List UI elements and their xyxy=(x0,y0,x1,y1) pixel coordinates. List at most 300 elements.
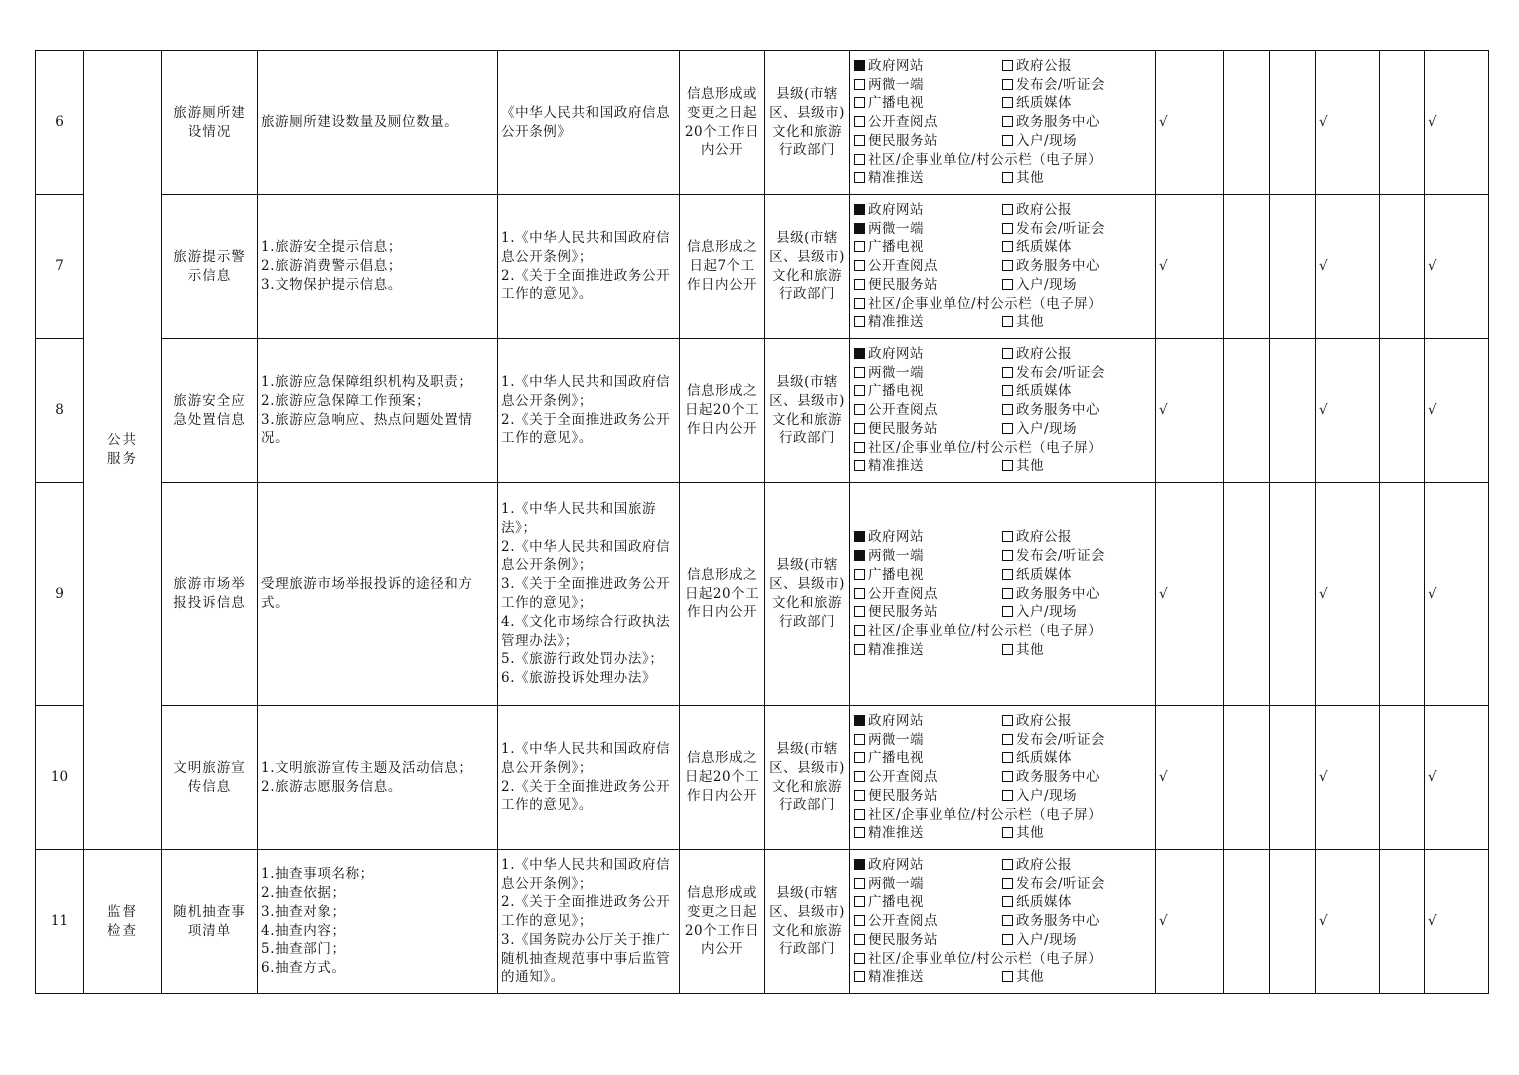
time-limit: 信息形成之日起7个工作日内公开 xyxy=(680,195,765,339)
channel-option[interactable] xyxy=(854,824,1002,843)
checkbox-icon[interactable] xyxy=(854,859,865,870)
checkbox-icon[interactable] xyxy=(854,172,865,183)
channel-option[interactable] xyxy=(1002,276,1152,295)
content-line: 2.旅游消费警示倡息； xyxy=(261,258,402,275)
channel-options xyxy=(854,712,1155,844)
channel-option-label: 便民服务站 xyxy=(868,420,938,437)
checkbox-icon[interactable] xyxy=(1002,241,1013,252)
checkbox-icon[interactable] xyxy=(1002,550,1013,561)
checkbox-icon[interactable] xyxy=(1002,771,1013,782)
channel-option-label: 便民服务站 xyxy=(868,276,938,293)
basis-line: 《中华人民共和国政府信息公开条例》 xyxy=(501,104,671,140)
channel-option-label: 社区/企事业单位/村公示栏（电子屏） xyxy=(868,623,1103,640)
content-line: 1.抽查事项名称； xyxy=(261,866,374,883)
checkbox-icon[interactable] xyxy=(1002,734,1013,745)
checkbox-icon[interactable] xyxy=(854,569,865,580)
channel-option[interactable] xyxy=(854,912,1002,931)
mark-cell xyxy=(1224,706,1270,850)
channel-option[interactable] xyxy=(1002,238,1152,257)
checkbox-icon[interactable] xyxy=(854,971,865,982)
channel-option-label: 发布会/听证会 xyxy=(1016,548,1106,564)
channel-option[interactable] xyxy=(854,76,1002,95)
channel-option-label: 入户/现场 xyxy=(1016,787,1078,804)
checkbox-icon[interactable] xyxy=(1002,859,1013,870)
checkbox-icon[interactable] xyxy=(1002,279,1013,290)
channel-option-label: 发布会/听证会 xyxy=(1016,76,1106,93)
checkbox-icon[interactable] xyxy=(1002,827,1013,838)
checkbox-icon[interactable] xyxy=(854,279,865,290)
checkbox-icon[interactable] xyxy=(854,385,865,396)
row-number: 6 xyxy=(36,51,84,195)
channel-option[interactable] xyxy=(854,950,1152,969)
channel-option-label: 社区/企事业单位/村公示栏（电子屏） xyxy=(868,295,1103,312)
mark-cell: √ xyxy=(1425,195,1489,339)
channel-option-label: 政务服务中心 xyxy=(1016,585,1100,602)
mark-cell: √ xyxy=(1316,51,1380,195)
checkbox-icon[interactable] xyxy=(1002,606,1013,617)
checkbox-icon[interactable] xyxy=(854,915,865,926)
channel-option[interactable] xyxy=(854,420,1002,439)
checkbox-icon[interactable] xyxy=(1002,715,1013,726)
checkbox-icon[interactable] xyxy=(854,442,865,453)
channel-option-label: 政务服务中心 xyxy=(1016,114,1100,131)
channel-option[interactable] xyxy=(1002,787,1152,806)
channel-option-label: 纸质媒体 xyxy=(1016,566,1072,583)
checkbox-icon[interactable] xyxy=(854,316,865,327)
checkbox-icon[interactable] xyxy=(854,241,865,252)
basis-line: 1.《中华人民共和国政府信息公开条例》； xyxy=(501,373,671,409)
checkbox-icon[interactable] xyxy=(854,367,865,378)
channel-option[interactable] xyxy=(854,401,1002,420)
checkbox-icon[interactable] xyxy=(854,60,865,71)
responsible-subject: 县级(市辖区、县级市)文化和旅游行政部门 xyxy=(765,706,850,850)
mark-cell: √ xyxy=(1156,706,1224,850)
channel-options xyxy=(854,201,1155,333)
mark-cell xyxy=(1380,339,1425,483)
checkbox-icon[interactable] xyxy=(1002,790,1013,801)
checkbox-icon[interactable] xyxy=(1002,644,1013,655)
checkbox-icon[interactable] xyxy=(1002,915,1013,926)
channel-option[interactable] xyxy=(854,566,1002,585)
checkbox-icon[interactable] xyxy=(854,223,865,234)
channel-option[interactable] xyxy=(854,806,1152,825)
mark-cell xyxy=(1270,339,1316,483)
checkbox-icon[interactable] xyxy=(854,298,865,309)
channel-option-label: 公开查阅点 xyxy=(868,769,938,786)
channel-option[interactable] xyxy=(1002,169,1152,188)
checkbox-icon[interactable] xyxy=(1002,934,1013,945)
table-row xyxy=(36,850,1489,994)
channel-option[interactable] xyxy=(854,622,1152,641)
mark-cell: √ xyxy=(1156,850,1224,994)
channel-option-label: 广播电视 xyxy=(868,750,924,767)
channel-option[interactable] xyxy=(1002,856,1152,875)
channel-option-label: 其他 xyxy=(1016,969,1044,986)
channel-cell xyxy=(850,51,1156,195)
channel-option[interactable] xyxy=(1002,94,1152,113)
channel-option[interactable] xyxy=(854,345,1002,364)
checkbox-icon[interactable] xyxy=(1002,752,1013,763)
checkbox-icon[interactable] xyxy=(1002,60,1013,71)
channel-option[interactable] xyxy=(854,731,1002,750)
channel-option[interactable] xyxy=(1002,547,1152,566)
channel-option[interactable] xyxy=(854,547,1002,566)
channel-option-label: 政府公报 xyxy=(1016,856,1072,873)
channel-option-label: 发布会/听证会 xyxy=(1016,364,1106,381)
channel-option-label: 政务服务中心 xyxy=(1016,402,1100,419)
channel-option-label: 政府公报 xyxy=(1016,345,1072,362)
mark-cell xyxy=(1380,850,1425,994)
checkbox-icon[interactable] xyxy=(854,934,865,945)
checkbox-icon[interactable] xyxy=(854,460,865,471)
checkbox-icon[interactable] xyxy=(1002,316,1013,327)
channel-option[interactable] xyxy=(1002,420,1152,439)
checkbox-icon[interactable] xyxy=(854,531,865,542)
checkbox-icon[interactable] xyxy=(1002,588,1013,599)
time-limit: 信息形成之日起20个工作日内公开 xyxy=(680,339,765,483)
channel-option[interactable] xyxy=(1002,968,1152,987)
channel-option[interactable] xyxy=(1002,931,1152,950)
channel-option[interactable] xyxy=(854,641,1002,660)
content-cell xyxy=(258,195,498,339)
channel-option-label: 精准推送 xyxy=(868,641,924,658)
channel-option[interactable] xyxy=(854,875,1002,894)
checkbox-icon[interactable] xyxy=(854,896,865,907)
content-line: 2.抽查依据； xyxy=(261,884,346,901)
channel-option-label: 公开查阅点 xyxy=(868,258,938,275)
channel-cell xyxy=(850,339,1156,483)
content-line: 2.旅游志愿服务信息。 xyxy=(261,778,402,795)
content-line: 3.抽查对象； xyxy=(261,903,346,920)
channel-option[interactable] xyxy=(1002,201,1152,220)
channel-option-label: 便民服务站 xyxy=(868,604,938,621)
channel-option[interactable] xyxy=(1002,875,1152,894)
channel-option[interactable] xyxy=(854,585,1002,604)
channel-option-label: 入户/现场 xyxy=(1016,132,1078,149)
mark-cell xyxy=(1270,483,1316,706)
checkbox-icon[interactable] xyxy=(854,625,865,636)
channel-option[interactable] xyxy=(854,238,1002,257)
channel-option[interactable] xyxy=(1002,768,1152,787)
channel-option[interactable] xyxy=(1002,824,1152,843)
checkbox-icon[interactable] xyxy=(1002,385,1013,396)
row-number: 10 xyxy=(36,706,84,850)
channel-option-label: 两微一端 xyxy=(868,875,924,892)
checkbox-icon[interactable] xyxy=(1002,172,1013,183)
channel-option-label: 发布会/听证会 xyxy=(1016,220,1106,237)
category-label: 公共服务 xyxy=(107,432,138,467)
mark-cell: √ xyxy=(1156,51,1224,195)
checkbox-icon[interactable] xyxy=(854,606,865,617)
channel-option[interactable] xyxy=(854,931,1002,950)
channel-option-label: 入户/现场 xyxy=(1016,420,1078,437)
checkbox-icon[interactable] xyxy=(854,878,865,889)
channel-option[interactable] xyxy=(1002,313,1152,332)
checkbox-icon[interactable] xyxy=(1002,135,1013,146)
basis-line: 5.《旅游行政处罚办法》； xyxy=(501,651,664,668)
channel-option[interactable] xyxy=(854,457,1002,476)
channel-option[interactable] xyxy=(854,528,1002,547)
channel-option-label: 两微一端 xyxy=(868,731,924,748)
item-name: 旅游提示警示信息 xyxy=(162,195,258,339)
channel-option-label: 其他 xyxy=(1016,314,1044,331)
mark-cell xyxy=(1270,195,1316,339)
checkbox-icon[interactable] xyxy=(1002,204,1013,215)
checkbox-icon[interactable] xyxy=(854,790,865,801)
channel-option-label: 两微一端 xyxy=(868,220,924,237)
channel-option[interactable] xyxy=(1002,641,1152,660)
channel-option[interactable] xyxy=(1002,912,1152,931)
checkbox-icon[interactable] xyxy=(1002,896,1013,907)
mark-cell xyxy=(1270,706,1316,850)
channel-option[interactable] xyxy=(854,132,1002,151)
checkbox-icon[interactable] xyxy=(1002,404,1013,415)
mark-cell xyxy=(1224,339,1270,483)
content-line: 4.抽查内容； xyxy=(261,922,346,939)
basis-line: 3.《关于全面推进政务公开工作的意见》； xyxy=(501,576,671,611)
channel-option-label: 广播电视 xyxy=(868,566,924,583)
content-cell xyxy=(258,51,498,195)
channel-option-label: 社区/企事业单位/村公示栏（电子屏） xyxy=(868,806,1103,823)
channel-option-label: 广播电视 xyxy=(868,95,924,112)
channel-option[interactable] xyxy=(1002,712,1152,731)
channel-options xyxy=(854,57,1155,189)
row-number: 7 xyxy=(36,195,84,339)
checkbox-icon[interactable] xyxy=(1002,531,1013,542)
content-cell xyxy=(258,339,498,483)
channel-option[interactable] xyxy=(854,57,1002,76)
mark-cell xyxy=(1380,483,1425,706)
channel-option-label: 其他 xyxy=(1016,641,1044,658)
mark-cell xyxy=(1224,483,1270,706)
channel-option[interactable] xyxy=(1002,132,1152,151)
content-line: 3.旅游应急响应、热点问题处置情况。 xyxy=(261,411,473,447)
checkbox-icon[interactable] xyxy=(1002,460,1013,471)
channel-option[interactable] xyxy=(854,169,1002,188)
channel-option-label: 公开查阅点 xyxy=(868,585,938,602)
mark-cell xyxy=(1270,850,1316,994)
item-name: 随机抽查事项清单 xyxy=(162,850,258,994)
checkbox-icon[interactable] xyxy=(854,588,865,599)
channel-option-label: 公开查阅点 xyxy=(868,402,938,419)
basis-cell xyxy=(498,51,680,195)
basis-cell xyxy=(498,339,680,483)
channel-option-label: 广播电视 xyxy=(868,383,924,400)
responsible-subject: 县级(市辖区、县级市)文化和旅游行政部门 xyxy=(765,51,850,195)
channel-option-label: 纸质媒体 xyxy=(1016,750,1072,767)
mark-cell xyxy=(1224,850,1270,994)
channel-option-label: 其他 xyxy=(1016,458,1044,475)
content-line: 1.旅游安全提示信息； xyxy=(261,239,402,256)
checkbox-icon[interactable] xyxy=(854,550,865,561)
checkbox-icon[interactable] xyxy=(854,97,865,108)
channel-option[interactable] xyxy=(1002,749,1152,768)
channel-option[interactable] xyxy=(1002,528,1152,547)
row-number: 8 xyxy=(36,339,84,483)
checkbox-icon[interactable] xyxy=(1002,116,1013,127)
responsible-subject: 县级(市辖区、县级市)文化和旅游行政部门 xyxy=(765,850,850,994)
checkbox-icon[interactable] xyxy=(1002,367,1013,378)
checkbox-icon[interactable] xyxy=(1002,348,1013,359)
channel-option[interactable] xyxy=(854,94,1002,113)
channel-option-label: 精准推送 xyxy=(868,170,924,187)
channel-option-label: 两微一端 xyxy=(868,364,924,381)
channel-option[interactable] xyxy=(854,313,1002,332)
checkbox-icon[interactable] xyxy=(854,154,865,165)
channel-option-label: 纸质媒体 xyxy=(1016,239,1072,256)
channel-option[interactable] xyxy=(854,220,1002,239)
checkbox-icon[interactable] xyxy=(854,79,865,90)
mark-cell: √ xyxy=(1156,339,1224,483)
channel-option[interactable] xyxy=(1002,731,1152,750)
checkbox-icon[interactable] xyxy=(854,423,865,434)
channel-option-label: 社区/企事业单位/村公示栏（电子屏） xyxy=(868,151,1103,168)
channel-option[interactable] xyxy=(854,295,1152,314)
channel-option-label: 便民服务站 xyxy=(868,132,938,149)
channel-option[interactable] xyxy=(1002,113,1152,132)
channel-option[interactable] xyxy=(854,276,1002,295)
channel-option-label: 社区/企事业单位/村公示栏（电子屏） xyxy=(868,950,1103,967)
channel-option-label: 广播电视 xyxy=(868,239,924,256)
channel-option[interactable] xyxy=(854,364,1002,383)
channel-option[interactable] xyxy=(854,787,1002,806)
checkbox-icon[interactable] xyxy=(854,204,865,215)
checkbox-icon[interactable] xyxy=(1002,569,1013,580)
channel-option-label: 两微一端 xyxy=(868,76,924,93)
channel-option-label: 精准推送 xyxy=(868,458,924,475)
channel-option[interactable] xyxy=(854,382,1002,401)
checkbox-icon[interactable] xyxy=(854,644,865,655)
channel-option-label: 政府网站 xyxy=(868,57,924,74)
checkbox-icon[interactable] xyxy=(1002,260,1013,271)
channel-option[interactable] xyxy=(1002,220,1152,239)
checkbox-icon[interactable] xyxy=(1002,878,1013,889)
channel-option-label: 公开查阅点 xyxy=(868,913,938,930)
checkbox-icon[interactable] xyxy=(1002,97,1013,108)
basis-line: 1.《中华人民共和国旅游法》； xyxy=(501,501,657,536)
channel-option[interactable] xyxy=(1002,401,1152,420)
content-cell xyxy=(258,850,498,994)
channel-option-label: 便民服务站 xyxy=(868,931,938,948)
channel-option[interactable] xyxy=(1002,457,1152,476)
checkbox-icon[interactable] xyxy=(854,752,865,763)
checkbox-icon[interactable] xyxy=(854,953,865,964)
basis-line: 6.《旅游投诉处理办法》 xyxy=(501,670,657,687)
channel-option[interactable] xyxy=(854,768,1002,787)
channel-option-label: 公开查阅点 xyxy=(868,114,938,131)
channel-option[interactable] xyxy=(854,712,1002,731)
channel-option[interactable] xyxy=(854,856,1002,875)
channel-option-label: 纸质媒体 xyxy=(1016,95,1072,112)
checkbox-icon[interactable] xyxy=(854,404,865,415)
channel-option-label: 社区/企事业单位/村公示栏（电子屏） xyxy=(868,439,1103,456)
channel-option[interactable] xyxy=(854,439,1152,458)
channel-options xyxy=(854,856,1155,988)
channel-option[interactable] xyxy=(854,893,1002,912)
checkbox-icon[interactable] xyxy=(1002,423,1013,434)
channel-option[interactable] xyxy=(1002,566,1152,585)
category-label: 监督检查 xyxy=(107,903,138,939)
table-body xyxy=(36,51,1489,994)
mark-cell: √ xyxy=(1316,339,1380,483)
channel-option[interactable] xyxy=(1002,893,1152,912)
item-name: 文明旅游宣传信息 xyxy=(162,706,258,850)
channel-option[interactable] xyxy=(854,257,1002,276)
checkbox-icon[interactable] xyxy=(854,809,865,820)
content-line: 1.文明旅游宣传主题及活动信息； xyxy=(261,759,473,776)
channel-option-label: 政府网站 xyxy=(868,529,924,546)
content-line: 1.旅游应急保障组织机构及职责； xyxy=(261,373,473,390)
channel-option[interactable] xyxy=(854,968,1002,987)
basis-cell xyxy=(498,850,680,994)
channel-option[interactable] xyxy=(1002,57,1152,76)
basis-line: 2.《关于全面推进政务公开工作的意见》。 xyxy=(501,778,671,814)
channel-option-label: 政府公报 xyxy=(1016,201,1072,218)
item-name: 旅游市场举报投诉信息 xyxy=(162,483,258,706)
checkbox-icon[interactable] xyxy=(1002,79,1013,90)
mark-cell: √ xyxy=(1316,850,1380,994)
channel-option[interactable] xyxy=(1002,585,1152,604)
checkbox-icon[interactable] xyxy=(854,734,865,745)
checkbox-icon[interactable] xyxy=(1002,971,1013,982)
basis-line: 4.《文化市场综合行政执法管理办法》； xyxy=(501,613,671,649)
mark-cell: √ xyxy=(1425,339,1489,483)
channel-option-label: 政府公报 xyxy=(1016,57,1072,74)
checkbox-icon[interactable] xyxy=(1002,223,1013,234)
content-line: 旅游厕所建设数量及厕位数量。 xyxy=(261,114,459,131)
mark-cell: √ xyxy=(1425,483,1489,706)
responsible-subject: 县级(市辖区、县级市)文化和旅游行政部门 xyxy=(765,195,850,339)
checkbox-icon[interactable] xyxy=(854,827,865,838)
checkbox-icon[interactable] xyxy=(854,135,865,146)
checkbox-icon[interactable] xyxy=(854,771,865,782)
channel-option[interactable] xyxy=(854,603,1002,622)
basis-line: 3.《国务院办公厅关于推广随机抽查规范事中事后监管的通知》。 xyxy=(501,931,671,986)
checkbox-icon[interactable] xyxy=(854,715,865,726)
content-line: 3.文物保护提示信息。 xyxy=(261,276,402,293)
basis-cell xyxy=(498,483,680,706)
channel-option[interactable] xyxy=(854,201,1002,220)
mark-cell: √ xyxy=(1156,483,1224,706)
checkbox-icon[interactable] xyxy=(854,260,865,271)
channel-options xyxy=(854,345,1155,477)
mark-cell: √ xyxy=(1156,195,1224,339)
checkbox-icon[interactable] xyxy=(854,116,865,127)
channel-option[interactable] xyxy=(1002,603,1152,622)
channel-option-label: 入户/现场 xyxy=(1016,276,1078,293)
channel-option[interactable] xyxy=(1002,345,1152,364)
mark-cell: √ xyxy=(1316,195,1380,339)
checkbox-icon[interactable] xyxy=(854,348,865,359)
mark-cell: √ xyxy=(1425,850,1489,994)
channel-option-label: 精准推送 xyxy=(868,314,924,331)
channel-option[interactable] xyxy=(854,151,1152,170)
responsible-subject: 县级(市辖区、县级市)文化和旅游行政部门 xyxy=(765,483,850,706)
channel-option[interactable] xyxy=(1002,364,1152,383)
channel-option-label: 纸质媒体 xyxy=(1016,383,1072,400)
channel-option[interactable] xyxy=(1002,76,1152,95)
channel-option[interactable] xyxy=(1002,382,1152,401)
channel-option[interactable] xyxy=(1002,257,1152,276)
basis-line: 2.《关于全面推进政务公开工作的意见》。 xyxy=(501,267,671,303)
channel-cell xyxy=(850,706,1156,850)
channel-option-label: 发布会/听证会 xyxy=(1016,875,1106,892)
table-row xyxy=(36,195,1489,339)
channel-option[interactable] xyxy=(854,749,1002,768)
channel-option-label: 其他 xyxy=(1016,170,1044,187)
channel-option[interactable] xyxy=(854,113,1002,132)
channel-cell xyxy=(850,195,1156,339)
